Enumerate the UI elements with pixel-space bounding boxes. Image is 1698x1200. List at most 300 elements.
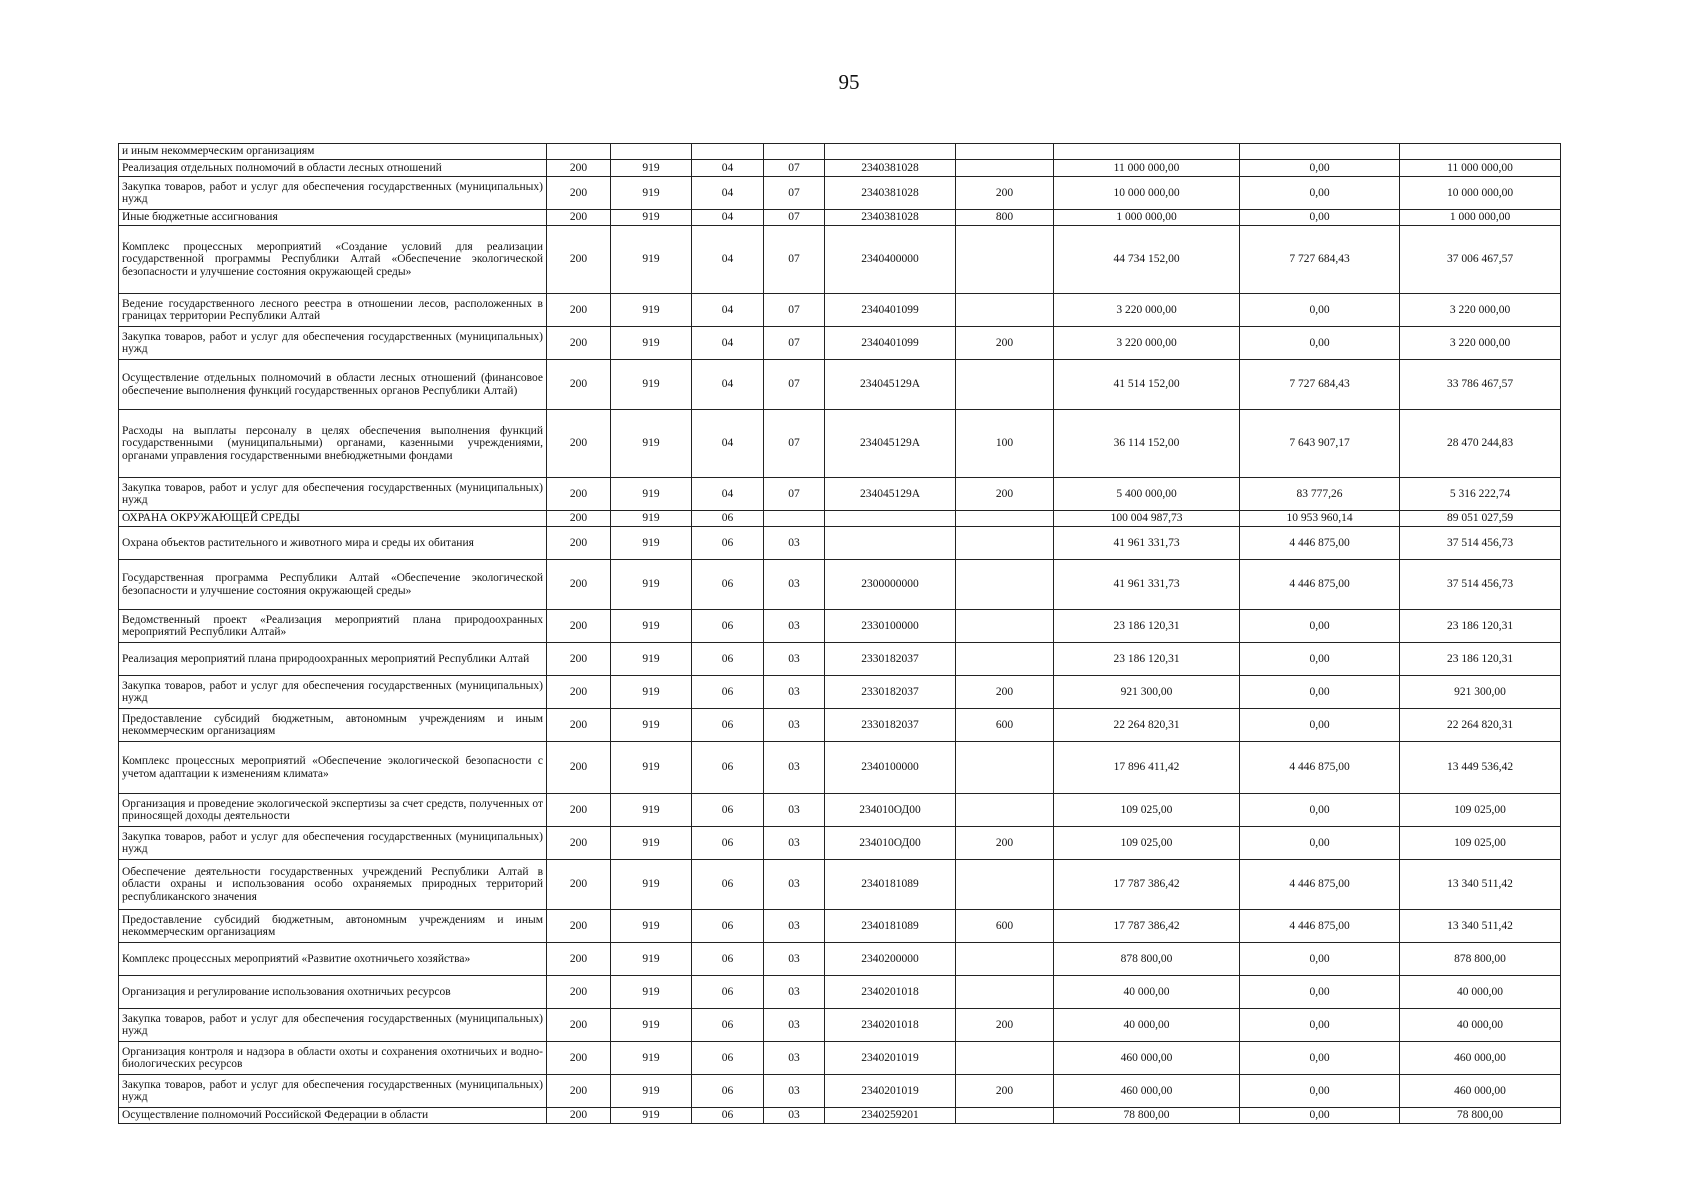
row-target-article: 2330182037 <box>825 676 956 709</box>
row-subsection: 03 <box>764 643 825 676</box>
row-code-1: 200 <box>547 327 611 360</box>
row-expense-type <box>956 527 1054 560</box>
row-amount-regional: 1 000 000,00 <box>1400 210 1561 226</box>
table-row <box>119 610 1561 643</box>
row-section: 06 <box>692 610 764 643</box>
row-amount-total: 23 186 120,31 <box>1054 643 1240 676</box>
row-expense-type <box>956 226 1054 294</box>
row-amount-regional: 33 786 467,57 <box>1400 360 1561 410</box>
row-amount-regional: 13 449 536,42 <box>1400 742 1561 794</box>
row-section: 06 <box>692 1075 764 1108</box>
row-description: Закупка товаров, работ и услуг для обеспечения государственных (муниципальных) нужд <box>119 1075 547 1108</box>
row-subsection: 03 <box>764 527 825 560</box>
row-code-2: 919 <box>611 943 692 976</box>
row-description: Закупка товаров, работ и услуг для обеспечения государственных (муниципальных) нужд <box>119 827 547 860</box>
row-code-2: 919 <box>611 210 692 226</box>
row-amount-total: 41 514 152,00 <box>1054 360 1240 410</box>
table-row <box>119 478 1561 511</box>
table-row <box>119 210 1561 226</box>
row-code-2: 919 <box>611 511 692 527</box>
row-amount-federal: 0,00 <box>1240 160 1400 177</box>
row-expense-type: 200 <box>956 177 1054 210</box>
row-amount-total: 44 734 152,00 <box>1054 226 1240 294</box>
row-expense-type <box>956 1108 1054 1124</box>
row-section: 04 <box>692 360 764 410</box>
row-amount-regional: 3 220 000,00 <box>1400 327 1561 360</box>
row-code-1: 200 <box>547 610 611 643</box>
row-amount-total: 11 000 000,00 <box>1054 160 1240 177</box>
row-subsection: 03 <box>764 709 825 742</box>
row-description: Закупка товаров, работ и услуг для обеспечения государственных (муниципальных) нужд <box>119 327 547 360</box>
row-amount-federal <box>1240 144 1400 160</box>
row-target-article: 2330100000 <box>825 610 956 643</box>
row-section <box>692 144 764 160</box>
row-expense-type: 200 <box>956 676 1054 709</box>
row-code-1: 200 <box>547 360 611 410</box>
row-amount-regional: 460 000,00 <box>1400 1042 1561 1075</box>
table-row <box>119 827 1561 860</box>
table-row <box>119 742 1561 794</box>
row-amount-total: 3 220 000,00 <box>1054 327 1240 360</box>
row-expense-type <box>956 976 1054 1009</box>
row-target-article <box>825 511 956 527</box>
row-amount-total: 41 961 331,73 <box>1054 560 1240 610</box>
row-amount-regional: 40 000,00 <box>1400 976 1561 1009</box>
row-description: Предоставление субсидий бюджетным, автономным учреждениям и иным некоммерческим организациям <box>119 910 547 943</box>
row-amount-federal: 7 643 907,17 <box>1240 410 1400 478</box>
row-amount-total: 921 300,00 <box>1054 676 1240 709</box>
row-code-1: 200 <box>547 794 611 827</box>
budget-table-body <box>119 144 1561 1124</box>
row-section: 06 <box>692 742 764 794</box>
row-section: 06 <box>692 860 764 910</box>
row-amount-federal: 0,00 <box>1240 676 1400 709</box>
row-section: 06 <box>692 1009 764 1042</box>
row-target-article: 2340201018 <box>825 976 956 1009</box>
row-code-2: 919 <box>611 794 692 827</box>
row-code-2 <box>611 144 692 160</box>
row-section: 06 <box>692 676 764 709</box>
row-code-2: 919 <box>611 976 692 1009</box>
row-code-2: 919 <box>611 177 692 210</box>
row-description: ОХРАНА ОКРУЖАЮЩЕЙ СРЕДЫ <box>119 511 547 527</box>
row-section: 04 <box>692 478 764 511</box>
table-row <box>119 1075 1561 1108</box>
row-description: Ведомственный проект «Реализация мероприятий плана природоохранных мероприятий Республики Алтай» <box>119 610 547 643</box>
row-expense-type: 600 <box>956 910 1054 943</box>
row-code-2: 919 <box>611 1009 692 1042</box>
row-amount-total: 5 400 000,00 <box>1054 478 1240 511</box>
row-expense-type: 200 <box>956 478 1054 511</box>
table-row <box>119 1042 1561 1075</box>
page-number: 95 <box>838 70 860 94</box>
row-section: 04 <box>692 177 764 210</box>
row-description: Закупка товаров, работ и услуг для обеспечения государственных (муниципальных) нужд <box>119 676 547 709</box>
row-target-article: 2300000000 <box>825 560 956 610</box>
row-amount-federal: 4 446 875,00 <box>1240 527 1400 560</box>
row-amount-regional: 11 000 000,00 <box>1400 160 1561 177</box>
row-amount-federal: 0,00 <box>1240 210 1400 226</box>
row-description: Государственная программа Республики Алтай «Обеспечение экологической безопасности и улучшение состояния окружающей среды» <box>119 560 547 610</box>
row-code-1: 200 <box>547 410 611 478</box>
row-amount-federal: 0,00 <box>1240 1108 1400 1124</box>
row-amount-federal: 4 446 875,00 <box>1240 860 1400 910</box>
row-description: Закупка товаров, работ и услуг для обеспечения государственных (муниципальных) нужд <box>119 1009 547 1042</box>
row-amount-regional: 878 800,00 <box>1400 943 1561 976</box>
row-amount-total: 78 800,00 <box>1054 1108 1240 1124</box>
row-description: Иные бюджетные ассигнования <box>119 210 547 226</box>
row-code-2: 919 <box>611 643 692 676</box>
row-amount-regional: 37 514 456,73 <box>1400 527 1561 560</box>
row-description: Реализация мероприятий плана природоохранных мероприятий Республики Алтай <box>119 643 547 676</box>
row-expense-type: 200 <box>956 1075 1054 1108</box>
row-amount-regional: 10 000 000,00 <box>1400 177 1561 210</box>
row-target-article: 2340201019 <box>825 1075 956 1108</box>
row-code-1: 200 <box>547 827 611 860</box>
row-expense-type <box>956 360 1054 410</box>
row-target-article <box>825 144 956 160</box>
row-code-1 <box>547 144 611 160</box>
row-amount-regional: 3 220 000,00 <box>1400 294 1561 327</box>
row-expense-type <box>956 160 1054 177</box>
row-subsection: 03 <box>764 860 825 910</box>
row-subsection: 03 <box>764 794 825 827</box>
row-code-2: 919 <box>611 709 692 742</box>
row-target-article: 2330182037 <box>825 643 956 676</box>
row-subsection <box>764 511 825 527</box>
row-target-article: 2330182037 <box>825 709 956 742</box>
row-section: 06 <box>692 976 764 1009</box>
row-section: 06 <box>692 1108 764 1124</box>
row-code-1: 200 <box>547 560 611 610</box>
row-code-1: 200 <box>547 860 611 910</box>
row-amount-federal: 4 446 875,00 <box>1240 742 1400 794</box>
row-code-1: 200 <box>547 527 611 560</box>
row-amount-regional: 23 186 120,31 <box>1400 610 1561 643</box>
row-subsection: 07 <box>764 478 825 511</box>
row-section: 06 <box>692 643 764 676</box>
table-row <box>119 177 1561 210</box>
row-section: 06 <box>692 1042 764 1075</box>
row-subsection: 03 <box>764 1042 825 1075</box>
row-code-1: 200 <box>547 511 611 527</box>
row-target-article: 2340401099 <box>825 294 956 327</box>
row-amount-total: 460 000,00 <box>1054 1042 1240 1075</box>
row-target-article <box>825 527 956 560</box>
row-amount-federal: 0,00 <box>1240 943 1400 976</box>
row-code-1: 200 <box>547 1108 611 1124</box>
row-target-article: 2340259201 <box>825 1108 956 1124</box>
row-code-1: 200 <box>547 226 611 294</box>
row-expense-type <box>956 294 1054 327</box>
row-section: 06 <box>692 511 764 527</box>
row-code-1: 200 <box>547 1075 611 1108</box>
row-amount-total: 109 025,00 <box>1054 827 1240 860</box>
row-amount-regional: 37 006 467,57 <box>1400 226 1561 294</box>
row-amount-federal: 0,00 <box>1240 1009 1400 1042</box>
row-section: 06 <box>692 943 764 976</box>
row-target-article: 2340200000 <box>825 943 956 976</box>
row-amount-total: 40 000,00 <box>1054 976 1240 1009</box>
row-description: Предоставление субсидий бюджетным, автономным учреждениям и иным некоммерческим организациям <box>119 709 547 742</box>
row-amount-federal: 4 446 875,00 <box>1240 910 1400 943</box>
table-row <box>119 226 1561 294</box>
row-amount-total: 36 114 152,00 <box>1054 410 1240 478</box>
row-description: Организация и проведение экологической экспертизы за счет средств, полученных от приносящей доходы деятельности <box>119 794 547 827</box>
table-row <box>119 976 1561 1009</box>
table-row <box>119 709 1561 742</box>
table-row <box>119 294 1561 327</box>
row-code-2: 919 <box>611 610 692 643</box>
row-expense-type <box>956 643 1054 676</box>
row-expense-type <box>956 794 1054 827</box>
budget-table <box>118 143 1561 1124</box>
row-expense-type <box>956 610 1054 643</box>
table-row <box>119 943 1561 976</box>
row-expense-type <box>956 560 1054 610</box>
table-row <box>119 327 1561 360</box>
row-amount-regional: 37 514 456,73 <box>1400 560 1561 610</box>
row-subsection: 03 <box>764 910 825 943</box>
table-row <box>119 794 1561 827</box>
row-amount-regional: 460 000,00 <box>1400 1075 1561 1108</box>
row-subsection: 07 <box>764 410 825 478</box>
row-code-2: 919 <box>611 160 692 177</box>
row-code-1: 200 <box>547 294 611 327</box>
table-row <box>119 360 1561 410</box>
row-code-1: 200 <box>547 643 611 676</box>
row-description: Организация и регулирование использования охотничьих ресурсов <box>119 976 547 1009</box>
row-code-1: 200 <box>547 1042 611 1075</box>
row-description: Расходы на выплаты персоналу в целях обеспечения выполнения функций государственными (муниципальными) органами, казенными учреждениями, органами управления государственными внебюджетными фондами <box>119 410 547 478</box>
row-expense-type: 200 <box>956 327 1054 360</box>
row-amount-federal: 0,00 <box>1240 294 1400 327</box>
row-amount-regional: 89 051 027,59 <box>1400 511 1561 527</box>
row-target-article: 2340181089 <box>825 860 956 910</box>
row-code-2: 919 <box>611 327 692 360</box>
table-row <box>119 160 1561 177</box>
row-amount-federal: 0,00 <box>1240 976 1400 1009</box>
row-expense-type <box>956 742 1054 794</box>
row-code-1: 200 <box>547 676 611 709</box>
row-expense-type: 600 <box>956 709 1054 742</box>
row-subsection: 07 <box>764 177 825 210</box>
row-expense-type <box>956 511 1054 527</box>
row-amount-regional: 5 316 222,74 <box>1400 478 1561 511</box>
table-row <box>119 144 1561 160</box>
row-amount-total: 17 787 386,42 <box>1054 860 1240 910</box>
row-subsection: 03 <box>764 976 825 1009</box>
row-section: 06 <box>692 910 764 943</box>
row-target-article: 234010ОД00 <box>825 827 956 860</box>
row-amount-federal: 10 953 960,14 <box>1240 511 1400 527</box>
row-subsection: 07 <box>764 294 825 327</box>
row-expense-type: 800 <box>956 210 1054 226</box>
row-description: Ведение государственного лесного реестра в отношении лесов, расположенных в границах территории Республики Алтай <box>119 294 547 327</box>
row-amount-regional: 22 264 820,31 <box>1400 709 1561 742</box>
row-amount-federal: 0,00 <box>1240 177 1400 210</box>
row-amount-regional: 13 340 511,42 <box>1400 860 1561 910</box>
row-code-1: 200 <box>547 976 611 1009</box>
row-subsection: 03 <box>764 676 825 709</box>
row-code-2: 919 <box>611 360 692 410</box>
row-description: Осуществление полномочий Российской Федерации в области <box>119 1108 547 1124</box>
row-subsection: 07 <box>764 226 825 294</box>
row-section: 04 <box>692 327 764 360</box>
row-amount-total <box>1054 144 1240 160</box>
row-amount-total: 10 000 000,00 <box>1054 177 1240 210</box>
row-code-1: 200 <box>547 478 611 511</box>
row-amount-federal: 7 727 684,43 <box>1240 360 1400 410</box>
row-amount-total: 1 000 000,00 <box>1054 210 1240 226</box>
row-code-2: 919 <box>611 742 692 794</box>
table-row <box>119 560 1561 610</box>
row-expense-type <box>956 943 1054 976</box>
table-row <box>119 910 1561 943</box>
row-description: Комплекс процессных мероприятий «Создание условий для реализации государственной программы Республики Алтай «Обеспечение экологической безопасности и улучшение состояния окружающей среды» <box>119 226 547 294</box>
table-row <box>119 860 1561 910</box>
row-target-article: 234010ОД00 <box>825 794 956 827</box>
row-section: 04 <box>692 294 764 327</box>
row-description: Осуществление отдельных полномочий в области лесных отношений (финансовое обеспечение выполнения функций государственных органов Республики Алтай) <box>119 360 547 410</box>
row-description: Комплекс процессных мероприятий «Обеспечение экологической безопасности с учетом адаптации к изменениям климата» <box>119 742 547 794</box>
row-code-2: 919 <box>611 560 692 610</box>
row-description: Охрана объектов растительного и животного мира и среды их обитания <box>119 527 547 560</box>
row-section: 04 <box>692 160 764 177</box>
row-code-1: 200 <box>547 742 611 794</box>
row-target-article: 234045129А <box>825 360 956 410</box>
row-code-2: 919 <box>611 1108 692 1124</box>
row-target-article: 234045129А <box>825 410 956 478</box>
row-code-2: 919 <box>611 527 692 560</box>
row-description: Закупка товаров, работ и услуг для обеспечения государственных (муниципальных) нужд <box>119 478 547 511</box>
row-subsection: 03 <box>764 1009 825 1042</box>
row-subsection: 03 <box>764 943 825 976</box>
table-row <box>119 1009 1561 1042</box>
row-subsection <box>764 144 825 160</box>
row-subsection: 07 <box>764 360 825 410</box>
row-description: Организация контроля и надзора в области охоты и сохранения охотничьих и водно-биологических ресурсов <box>119 1042 547 1075</box>
row-code-1: 200 <box>547 1009 611 1042</box>
table-row <box>119 643 1561 676</box>
row-code-2: 919 <box>611 910 692 943</box>
row-amount-federal: 0,00 <box>1240 327 1400 360</box>
row-code-2: 919 <box>611 478 692 511</box>
table-row <box>119 1108 1561 1124</box>
table-row <box>119 410 1561 478</box>
row-subsection: 07 <box>764 160 825 177</box>
row-amount-federal: 0,00 <box>1240 1042 1400 1075</box>
row-section: 06 <box>692 794 764 827</box>
row-code-2: 919 <box>611 827 692 860</box>
row-section: 04 <box>692 410 764 478</box>
row-amount-total: 22 264 820,31 <box>1054 709 1240 742</box>
row-code-2: 919 <box>611 226 692 294</box>
row-amount-regional <box>1400 144 1561 160</box>
row-target-article: 2340401099 <box>825 327 956 360</box>
row-amount-total: 17 896 411,42 <box>1054 742 1240 794</box>
row-amount-federal: 0,00 <box>1240 643 1400 676</box>
row-code-1: 200 <box>547 210 611 226</box>
row-subsection: 07 <box>764 327 825 360</box>
row-amount-total: 23 186 120,31 <box>1054 610 1240 643</box>
row-amount-total: 41 961 331,73 <box>1054 527 1240 560</box>
row-amount-federal: 0,00 <box>1240 1075 1400 1108</box>
row-amount-total: 17 787 386,42 <box>1054 910 1240 943</box>
row-expense-type: 200 <box>956 1009 1054 1042</box>
row-expense-type: 100 <box>956 410 1054 478</box>
row-section: 06 <box>692 709 764 742</box>
row-section: 06 <box>692 560 764 610</box>
row-subsection: 03 <box>764 742 825 794</box>
row-description: Закупка товаров, работ и услуг для обеспечения государственных (муниципальных) нужд <box>119 177 547 210</box>
row-code-1: 200 <box>547 943 611 976</box>
table-row <box>119 511 1561 527</box>
row-amount-regional: 921 300,00 <box>1400 676 1561 709</box>
row-code-1: 200 <box>547 160 611 177</box>
row-subsection: 07 <box>764 210 825 226</box>
row-amount-regional: 28 470 244,83 <box>1400 410 1561 478</box>
row-amount-total: 100 004 987,73 <box>1054 511 1240 527</box>
row-section: 06 <box>692 827 764 860</box>
row-subsection: 03 <box>764 560 825 610</box>
row-code-1: 200 <box>547 709 611 742</box>
row-target-article: 234045129А <box>825 478 956 511</box>
row-code-2: 919 <box>611 860 692 910</box>
row-code-2: 919 <box>611 410 692 478</box>
row-code-1: 200 <box>547 177 611 210</box>
row-section: 04 <box>692 210 764 226</box>
row-expense-type: 200 <box>956 827 1054 860</box>
row-code-2: 919 <box>611 676 692 709</box>
row-amount-federal: 0,00 <box>1240 610 1400 643</box>
row-amount-total: 40 000,00 <box>1054 1009 1240 1042</box>
row-target-article: 2340400000 <box>825 226 956 294</box>
row-amount-regional: 13 340 511,42 <box>1400 910 1561 943</box>
row-amount-regional: 109 025,00 <box>1400 794 1561 827</box>
row-target-article: 2340381028 <box>825 160 956 177</box>
row-expense-type <box>956 860 1054 910</box>
row-expense-type <box>956 1042 1054 1075</box>
row-amount-federal: 83 777,26 <box>1240 478 1400 511</box>
row-amount-federal: 0,00 <box>1240 827 1400 860</box>
row-amount-total: 3 220 000,00 <box>1054 294 1240 327</box>
row-subsection: 03 <box>764 610 825 643</box>
row-amount-total: 109 025,00 <box>1054 794 1240 827</box>
row-amount-total: 460 000,00 <box>1054 1075 1240 1108</box>
row-description: Обеспечение деятельности государственных учреждений Республики Алтай в области охраны и использования особо охраняемых природных территорий республиканского значения <box>119 860 547 910</box>
row-subsection: 03 <box>764 1075 825 1108</box>
row-section: 06 <box>692 527 764 560</box>
row-description: Реализация отдельных полномочий в области лесных отношений <box>119 160 547 177</box>
row-amount-federal: 7 727 684,43 <box>1240 226 1400 294</box>
row-amount-regional: 78 800,00 <box>1400 1108 1561 1124</box>
row-amount-total: 878 800,00 <box>1054 943 1240 976</box>
row-amount-regional: 40 000,00 <box>1400 1009 1561 1042</box>
row-amount-federal: 4 446 875,00 <box>1240 560 1400 610</box>
row-expense-type <box>956 144 1054 160</box>
row-target-article: 2340381028 <box>825 177 956 210</box>
table-row <box>119 527 1561 560</box>
row-amount-federal: 0,00 <box>1240 709 1400 742</box>
row-target-article: 2340381028 <box>825 210 956 226</box>
row-target-article: 2340201019 <box>825 1042 956 1075</box>
row-description: и иным некоммерческим организациям <box>119 144 547 160</box>
row-amount-regional: 23 186 120,31 <box>1400 643 1561 676</box>
row-code-2: 919 <box>611 294 692 327</box>
row-target-article: 2340201018 <box>825 1009 956 1042</box>
row-target-article: 2340181089 <box>825 910 956 943</box>
